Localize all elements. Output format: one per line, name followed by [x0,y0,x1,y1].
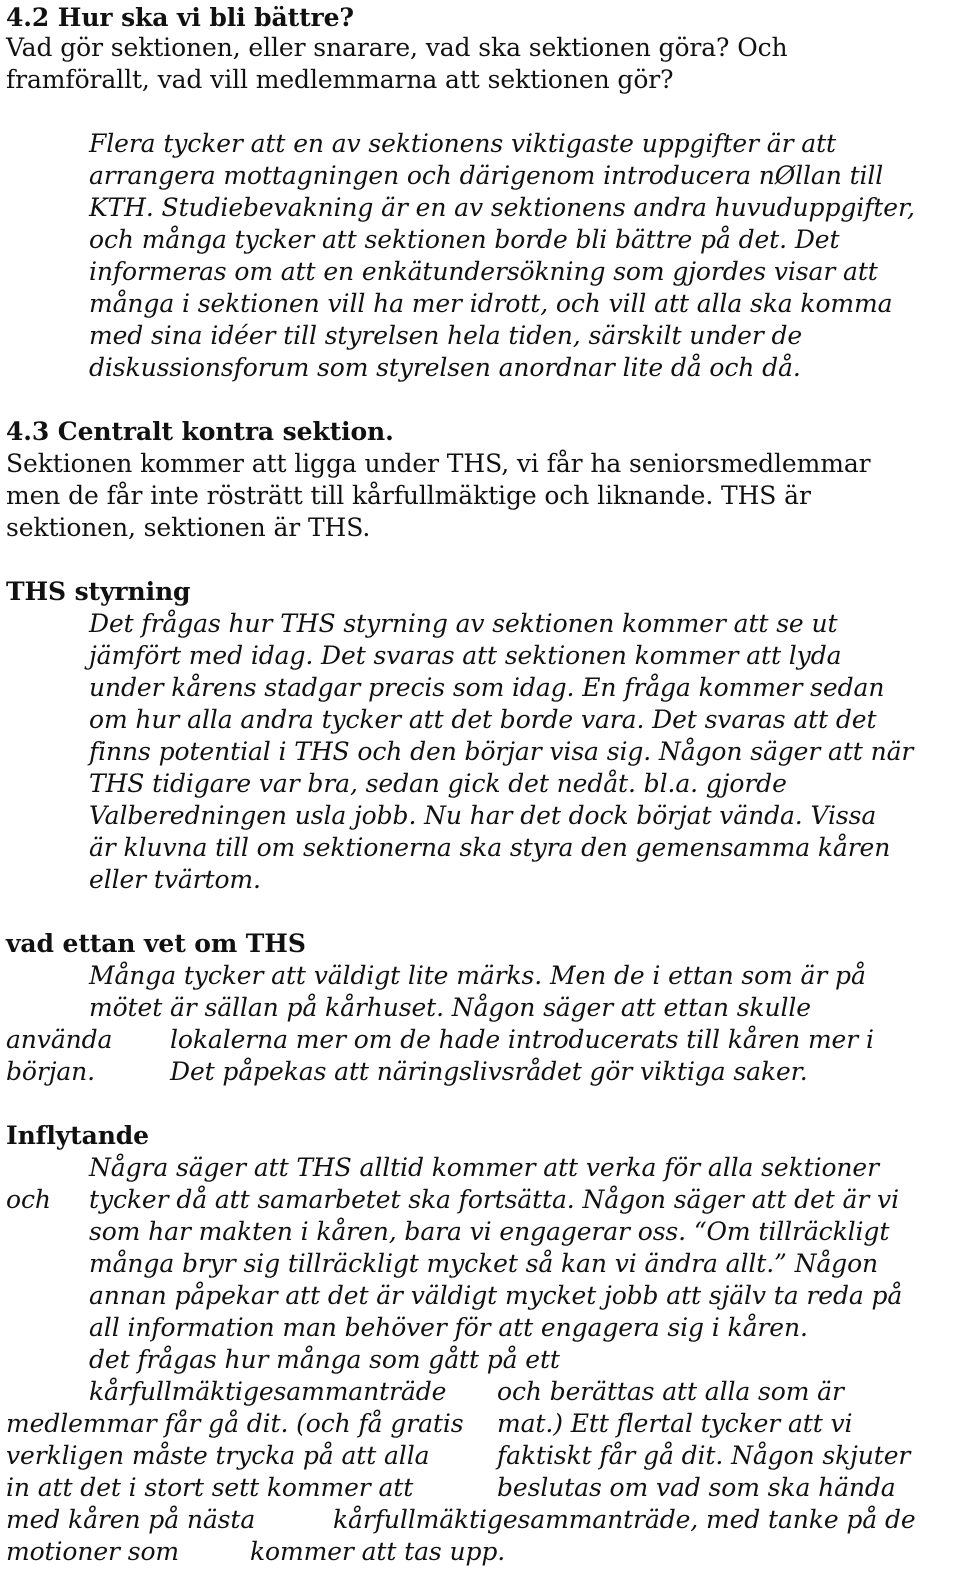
body-line: som har makten i kåren, bara vi engagerar oss. “Om tillräckligt [89,1217,890,1246]
body-line: jämfört med idag. Det svaras att sektionen kommer att lyda [89,641,842,670]
column-right-line: och berättas att alla som är [497,1377,844,1406]
body-line: många bryr sig tillräckligt mycket så kan vi ändra allt.” Någon [89,1249,879,1278]
body-line: annan påpekar att det är väldigt mycket jobb att själv ta reda på [89,1281,903,1310]
column-left-line: medlemmar får gå dit. (och få gratis [6,1409,464,1438]
body-line: Det påpekas att näringslivsrådet gör viktiga saker. [170,1057,808,1086]
body-line: och många tycker att sektionen borde bli bättre på det. Det [89,225,840,254]
body-line: Några säger att THS alltid kommer att verka för alla sektioner [89,1153,879,1182]
column-right-line: beslutas om vad som ska hända [497,1473,896,1502]
body-word-left: och [6,1185,51,1214]
body-line: med sina idéer till styrelsen hela tiden, särskilt under de [89,321,803,350]
body-line: under kårens stadgar precis som idag. En fråga kommer sedan [89,673,885,702]
body-word-left: använda [6,1025,113,1054]
body-line: Flera tycker att en av sektionens viktigaste uppgifter är att [89,129,836,158]
column-right-line: kommer att tas upp. [250,1537,506,1566]
subheading-ths-styrning: THS styrning [6,577,191,606]
body-line: det frågas hur många som gått på ett [89,1345,560,1374]
column-right-line: kårfullmäktigesammanträde, med tanke på de [333,1505,916,1534]
body-line: Sektionen kommer att ligga under THS, vi får ha seniorsmedlemmar [6,449,871,478]
column-left-line: verkligen måste trycka på att alla [6,1441,430,1470]
intro-line-1: Vad gör sektionen, eller snarare, vad ska sektionen göra? Och [6,33,788,62]
body-line: mötet är sällan på kårhuset. Någon säger att ettan skulle [89,993,811,1022]
body-line: diskussionsforum som styrelsen anordnar lite då och då. [89,353,801,382]
intro-line-2: framförallt, vad vill medlemmarna att sektionen gör? [6,65,674,94]
body-line: Många tycker att väldigt lite märks. Men de i ettan som är på [89,961,866,990]
body-line: arrangera mottagningen och därigenom introducera nØllan till [89,161,884,190]
column-left-line: med kåren på nästa [6,1505,256,1534]
body-line: THS tidigare var bra, sedan gick det nedåt. bl.a. gjorde [89,769,787,798]
body-line: eller tvärtom. [89,865,261,894]
body-line: finns potential i THS och den börjar visa sig. Någon säger att när [89,737,914,766]
section-heading-4-2: 4.2 Hur ska vi bli bättre? [6,3,354,32]
body-line: tycker då att samarbetet ska fortsätta. Någon säger att det är vi [89,1185,899,1214]
body-word-left: början. [6,1057,96,1086]
body-line: men de får inte rösträtt till kårfullmäktige och liknande. THS är [6,481,811,510]
body-line: om hur alla andra tycker att det borde vara. Det svaras att det [89,705,877,734]
body-line: KTH. Studiebevakning är en av sektionens andra huvuduppgifter, [89,193,915,222]
column-right-line: faktiskt får gå dit. Någon skjuter [497,1441,911,1470]
body-line: all information man behöver för att engagera sig i kåren. [89,1313,808,1342]
column-right-line: mat.) Ett flertal tycker att vi [497,1409,853,1438]
body-line: Det frågas hur THS styrning av sektionen kommer att se ut [89,609,838,638]
column-left-line: in att det i stort sett kommer att [6,1473,414,1502]
body-line: lokalerna mer om de hade introducerats till kåren mer i [170,1025,874,1054]
body-line: Valberedningen usla jobb. Nu har det dock börjat vända. Vissa [89,801,877,830]
subheading-inflytande: Inflytande [6,1121,149,1150]
body-line: många i sektionen vill ha mer idrott, och vill att alla ska komma [89,289,893,318]
section-heading-4-3: 4.3 Centralt kontra sektion. [6,417,394,446]
body-line: är kluvna till om sektionerna ska styra den gemensamma kåren [89,833,891,862]
subheading-vad-ettan: vad ettan vet om THS [6,929,306,958]
column-left-line: motioner som [6,1537,180,1566]
body-line: sektionen, sektionen är THS. [6,513,371,542]
column-left-line: kårfullmäktigesammanträde [89,1377,447,1406]
body-line: informeras om att en enkätundersökning som gjordes visar att [89,257,878,286]
